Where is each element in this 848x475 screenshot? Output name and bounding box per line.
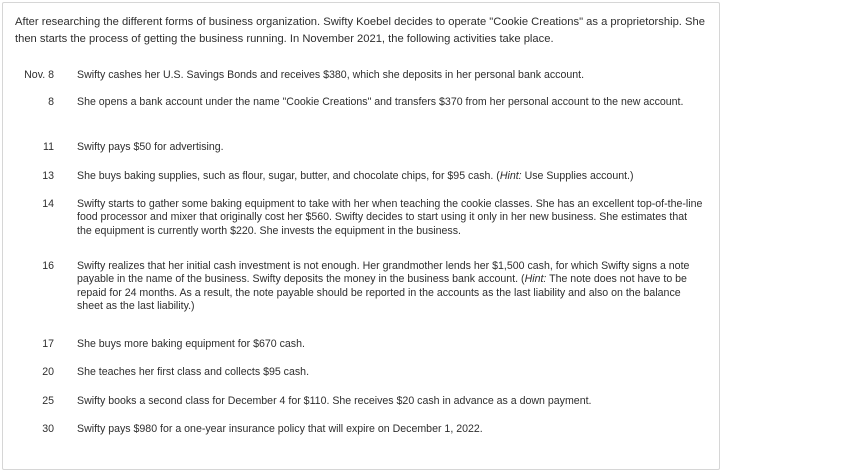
- activity-date: Nov. 8: [24, 69, 54, 81]
- problem-panel: [2, 2, 720, 470]
- activity-date: 17: [42, 338, 54, 350]
- activity-text: Swifty pays $50 for advertising.: [77, 141, 224, 153]
- activity-text: She teaches her first class and collects $95 cash.: [77, 366, 310, 378]
- hint-label: Hint:: [524, 273, 547, 286]
- activity-text: She opens a bank account under the name "Cookie Creations" and transfers $370 from her personal account to the new account.: [77, 96, 684, 108]
- activity-date: 13: [42, 170, 54, 182]
- activity-text: Swifty realizes that her initial cash investment is not enough. Her grandmother lends her $1,500 cash, for which Swifty signs a note payable in the name of the business. Swifty deposits the money in the business bank account. (Hint: The note does not have to be repaid for 24 months. As a result, the note payable should be reported in the accounts as the last liability and also on the balance sheet as the last liability.): [77, 260, 690, 313]
- activity-date: 14: [42, 198, 54, 210]
- activity-date: 25: [42, 395, 54, 407]
- activity-text: She buys baking supplies, such as flour, sugar, butter, and chocolate chips, for $95 cash. (Hint: Use Supplies account.): [77, 170, 634, 182]
- activity-text: Swifty cashes her U.S. Savings Bonds and receives $380, which she deposits in her personal bank account.: [77, 69, 585, 81]
- intro-text: After researching the different forms of business organization. Swifty Koebel decides to operate "Cookie Creations" as a proprietorship. She then starts the process of getting the business running. In November 2021, the following activities take place.: [15, 16, 705, 45]
- activity-text: Swifty starts to gather some baking equipment to take with her when teaching the cookie classes. She has an excellent top-of-the-line food processor and mixer that originally cost her $560. Swifty decides to start using it only in her new business. She estimates that the equipment is currently worth $220. She invests the equipment in the business.: [77, 198, 703, 237]
- activity-text: Swifty pays $980 for a one-year insurance policy that will expire on December 1, 2022.: [77, 423, 483, 435]
- activity-date: 11: [43, 141, 54, 153]
- activity-date: 30: [42, 423, 54, 435]
- activity-text: Swifty books a second class for December 4 for $110. She receives $20 cash in advance as a down payment.: [77, 395, 592, 407]
- hint-label: Hint:: [499, 170, 522, 182]
- activity-date: 8: [48, 96, 54, 108]
- activity-text: She buys more baking equipment for $670 cash.: [77, 338, 305, 350]
- activity-date: 16: [42, 260, 54, 272]
- activity-date: 20: [42, 366, 54, 378]
